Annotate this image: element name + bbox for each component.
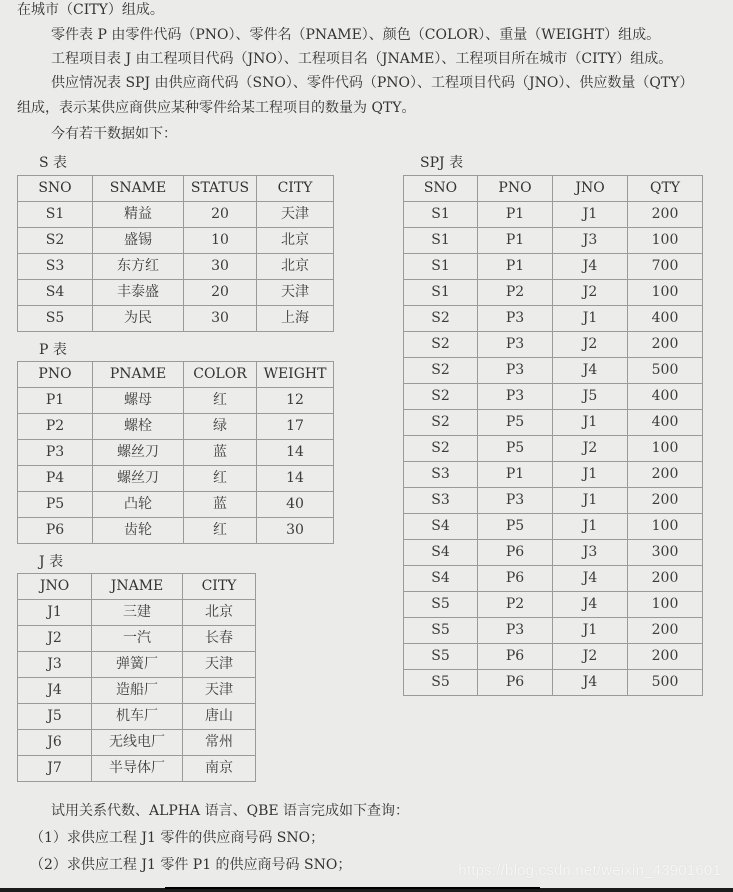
- table-cell: P2: [478, 280, 553, 306]
- table-row: [18, 626, 256, 652]
- table-cell: 天津: [257, 280, 334, 306]
- table-cell: S3: [404, 462, 478, 488]
- table-cell: 14: [257, 440, 334, 466]
- table-row: [18, 704, 256, 730]
- table-cell: 长春: [183, 626, 256, 652]
- table-cell: 蓝: [184, 440, 257, 466]
- table-cell: S2: [404, 410, 478, 436]
- column-header: STATUS: [184, 176, 257, 202]
- table-cell: 三建: [92, 600, 183, 626]
- column-header: CITY: [257, 176, 334, 202]
- table-cell: J1: [553, 488, 628, 514]
- table-cell: 机车厂: [92, 704, 183, 730]
- table-row: [404, 436, 703, 462]
- table-row: [18, 466, 334, 492]
- table-cell: 100: [628, 514, 703, 540]
- table-row: [404, 540, 703, 566]
- table-row: [404, 644, 703, 670]
- table-cell: P6: [478, 566, 553, 592]
- column-header: PNAME: [93, 362, 184, 388]
- table-row: [18, 202, 334, 228]
- table-cell: 400: [628, 410, 703, 436]
- table-cell: 北京: [257, 254, 334, 280]
- table-cell: S4: [18, 280, 93, 306]
- table-cell: 500: [628, 358, 703, 384]
- j-table-caption: J 表: [39, 554, 64, 570]
- table-cell: 200: [628, 462, 703, 488]
- table-row: [18, 440, 334, 466]
- table-cell: J5: [18, 704, 92, 730]
- table-cell: P6: [478, 670, 553, 696]
- table-row: [18, 652, 256, 678]
- table-cell: S2: [404, 332, 478, 358]
- table-cell: P3: [478, 358, 553, 384]
- table-row: [18, 756, 256, 782]
- table-cell: P1: [478, 202, 553, 228]
- table-cell: 红: [184, 388, 257, 414]
- table-cell: P1: [478, 462, 553, 488]
- table-cell: P3: [478, 332, 553, 358]
- table-cell: S3: [18, 254, 93, 280]
- table-cell: P5: [478, 436, 553, 462]
- table-cell: P1: [478, 254, 553, 280]
- table-cell: P6: [18, 518, 93, 544]
- table-cell: J5: [553, 384, 628, 410]
- table-cell: 30: [184, 254, 257, 280]
- table-cell: S2: [404, 358, 478, 384]
- table-cell: J1: [553, 618, 628, 644]
- table-cell: 200: [628, 332, 703, 358]
- table-row: [404, 566, 703, 592]
- table-header-row: [18, 574, 256, 600]
- table-cell: 400: [628, 384, 703, 410]
- table-cell: P5: [478, 514, 553, 540]
- column-header: WEIGHT: [257, 362, 334, 388]
- table-cell: 精益: [93, 202, 184, 228]
- table-row: [404, 488, 703, 514]
- column-header: COLOR: [184, 362, 257, 388]
- column-header: JNAME: [92, 574, 183, 600]
- table-cell: S5: [18, 306, 93, 332]
- table-cell: 20: [184, 280, 257, 306]
- column-header: JNO: [553, 176, 628, 202]
- table-cell: 天津: [183, 678, 256, 704]
- table-cell: 唐山: [183, 704, 256, 730]
- table-cell: 40: [257, 492, 334, 518]
- table-cell: 造船厂: [92, 678, 183, 704]
- table-cell: 上海: [257, 306, 334, 332]
- table-row: [18, 254, 334, 280]
- table-cell: J1: [553, 202, 628, 228]
- table-cell: J6: [18, 730, 92, 756]
- table-cell: J2: [553, 644, 628, 670]
- table-cell: J4: [553, 254, 628, 280]
- table-cell: 100: [628, 592, 703, 618]
- table-cell: 南京: [183, 756, 256, 782]
- table-cell: 20: [184, 202, 257, 228]
- column-header: SNAME: [93, 176, 184, 202]
- table-cell: 200: [628, 488, 703, 514]
- table-cell: P1: [18, 388, 93, 414]
- table-cell: J3: [553, 540, 628, 566]
- table-cell: P5: [18, 492, 93, 518]
- table-row: [404, 462, 703, 488]
- table-row: [18, 228, 334, 254]
- table-cell: J1: [553, 410, 628, 436]
- table-cell: P5: [478, 410, 553, 436]
- table-cell: 常州: [183, 730, 256, 756]
- table-row: [404, 280, 703, 306]
- table-cell: 螺丝刀: [93, 440, 184, 466]
- table-row: [18, 518, 334, 544]
- table-row: [18, 492, 334, 518]
- table-cell: 北京: [257, 228, 334, 254]
- table-cell: 30: [257, 518, 334, 544]
- table-cell: 200: [628, 566, 703, 592]
- table-cell: J2: [553, 436, 628, 462]
- paragraph-city: 在城市（CITY）组成。: [17, 2, 164, 18]
- paragraph-j-table: 工程项目表 J 由工程项目代码（JNO）、工程项目名（JNAME）、工程项目所在城市（CITY）组成。: [51, 51, 673, 67]
- table-cell: 200: [628, 618, 703, 644]
- table-row: [18, 678, 256, 704]
- table-cell: 丰泰盛: [93, 280, 184, 306]
- table-cell: P3: [478, 384, 553, 410]
- table-row: [18, 730, 256, 756]
- paragraph-data-intro: 今有若干数据如下：: [51, 126, 177, 142]
- table-cell: P6: [478, 540, 553, 566]
- table-cell: 400: [628, 306, 703, 332]
- table-cell: S5: [404, 618, 478, 644]
- watermark-url: https://blog.csdn.net/weixin_43901601: [458, 862, 721, 879]
- table-cell: 700: [628, 254, 703, 280]
- table-row: [404, 384, 703, 410]
- question-item-2: （2）求供应工程 J1 零件 P1 的供应商号码 SNO；: [30, 857, 352, 873]
- table-row: [18, 600, 256, 626]
- table-row: [404, 332, 703, 358]
- table-cell: 30: [184, 306, 257, 332]
- table-cell: 蓝: [184, 492, 257, 518]
- paragraph-p-table: 零件表 P 由零件代码（PNO）、零件名（PNAME）、颜色（COLOR）、重量（WEIGHT）组成。: [51, 27, 661, 43]
- table-cell: P6: [478, 644, 553, 670]
- table-cell: S4: [404, 566, 478, 592]
- table-row: [404, 358, 703, 384]
- table-cell: 齿轮: [93, 518, 184, 544]
- table-cell: 凸轮: [93, 492, 184, 518]
- table-row: [18, 388, 334, 414]
- table-cell: 300: [628, 540, 703, 566]
- table-cell: S1: [18, 202, 93, 228]
- table-cell: S1: [404, 202, 478, 228]
- table-cell: S5: [404, 592, 478, 618]
- table-cell: 螺丝刀: [93, 466, 184, 492]
- table-header-row: [18, 362, 334, 388]
- table-cell: S5: [404, 644, 478, 670]
- table-cell: S4: [404, 540, 478, 566]
- s-table-caption: S 表: [39, 155, 68, 171]
- table-cell: 一汽: [92, 626, 183, 652]
- table-row: [404, 202, 703, 228]
- table-cell: J4: [553, 592, 628, 618]
- table-cell: 17: [257, 414, 334, 440]
- column-header: PNO: [18, 362, 93, 388]
- table-cell: J1: [553, 462, 628, 488]
- table-cell: S3: [404, 488, 478, 514]
- table-cell: P3: [478, 488, 553, 514]
- table-cell: 14: [257, 466, 334, 492]
- table-cell: J4: [18, 678, 92, 704]
- table-cell: J4: [553, 670, 628, 696]
- table-cell: J2: [553, 280, 628, 306]
- questions-intro: 试用关系代数、ALPHA 语言、QBE 语言完成如下查询：: [51, 803, 410, 819]
- table-cell: 100: [628, 280, 703, 306]
- table-cell: 盛锡: [93, 228, 184, 254]
- table-cell: 为民: [93, 306, 184, 332]
- table-row: [404, 592, 703, 618]
- table-cell: S2: [404, 436, 478, 462]
- table-cell: 无线电厂: [92, 730, 183, 756]
- table-row: [404, 670, 703, 696]
- spj-table-caption: SPJ 表: [420, 155, 464, 171]
- table-header-row: [18, 176, 334, 202]
- table-row: [18, 306, 334, 332]
- table-cell: 天津: [183, 652, 256, 678]
- table-cell: J1: [553, 514, 628, 540]
- table-row: [404, 254, 703, 280]
- table-cell: S1: [404, 280, 478, 306]
- table-cell: S2: [404, 306, 478, 332]
- table-cell: J4: [553, 358, 628, 384]
- column-header: SNO: [404, 176, 478, 202]
- table-cell: P3: [478, 306, 553, 332]
- p-table-caption: P 表: [39, 342, 67, 358]
- table-cell: J2: [553, 332, 628, 358]
- column-header: CITY: [183, 574, 256, 600]
- table-cell: P3: [18, 440, 93, 466]
- column-header: QTY: [628, 176, 703, 202]
- table-cell: 200: [628, 644, 703, 670]
- table-row: [404, 306, 703, 332]
- table-cell: P1: [478, 228, 553, 254]
- table-cell: J1: [18, 600, 92, 626]
- table-cell: 北京: [183, 600, 256, 626]
- table-row: [404, 410, 703, 436]
- table-row: [18, 280, 334, 306]
- table-cell: J4: [553, 566, 628, 592]
- table-row: [404, 618, 703, 644]
- table-cell: 12: [257, 388, 334, 414]
- question-item-1: （1）求供应工程 J1 零件的供应商号码 SNO；: [30, 830, 325, 846]
- table-header-row: [404, 176, 703, 202]
- s-table: [17, 175, 334, 332]
- table-cell: 半导体厂: [92, 756, 183, 782]
- table-row: [404, 514, 703, 540]
- table-cell: 弹簧厂: [92, 652, 183, 678]
- table-cell: 500: [628, 670, 703, 696]
- table-cell: J7: [18, 756, 92, 782]
- column-header: JNO: [18, 574, 92, 600]
- spj-table: [403, 175, 703, 696]
- table-cell: 100: [628, 228, 703, 254]
- table-row: [404, 228, 703, 254]
- table-cell: S5: [404, 670, 478, 696]
- page-bottom-rule: [165, 887, 540, 889]
- table-cell: 绿: [184, 414, 257, 440]
- table-cell: P4: [18, 466, 93, 492]
- table-cell: J1: [553, 306, 628, 332]
- table-cell: S2: [18, 228, 93, 254]
- table-cell: J3: [553, 228, 628, 254]
- paragraph-spj-desc: 组成，表示某供应商供应某种零件给某工程项目的数量为 QTY。: [17, 100, 416, 116]
- table-cell: P3: [478, 618, 553, 644]
- table-cell: 东方红: [93, 254, 184, 280]
- table-cell: P2: [478, 592, 553, 618]
- table-cell: 螺母: [93, 388, 184, 414]
- table-cell: 100: [628, 436, 703, 462]
- table-cell: S4: [404, 514, 478, 540]
- table-cell: 螺栓: [93, 414, 184, 440]
- table-cell: J2: [18, 626, 92, 652]
- table-cell: S1: [404, 254, 478, 280]
- paragraph-spj-table: 供应情况表 SPJ 由供应商代码（SNO）、零件代码（PNO）、工程项目代码（JNO）、供应数量（QTY）: [51, 75, 694, 91]
- table-cell: 红: [184, 518, 257, 544]
- table-cell: J3: [18, 652, 92, 678]
- p-table: [17, 361, 334, 544]
- table-cell: 10: [184, 228, 257, 254]
- table-cell: 红: [184, 466, 257, 492]
- table-cell: S2: [404, 384, 478, 410]
- table-cell: 天津: [257, 202, 334, 228]
- column-header: PNO: [478, 176, 553, 202]
- table-cell: P2: [18, 414, 93, 440]
- table-row: [18, 414, 334, 440]
- table-cell: 200: [628, 202, 703, 228]
- column-header: SNO: [18, 176, 93, 202]
- table-cell: S1: [404, 228, 478, 254]
- j-table: [17, 573, 256, 782]
